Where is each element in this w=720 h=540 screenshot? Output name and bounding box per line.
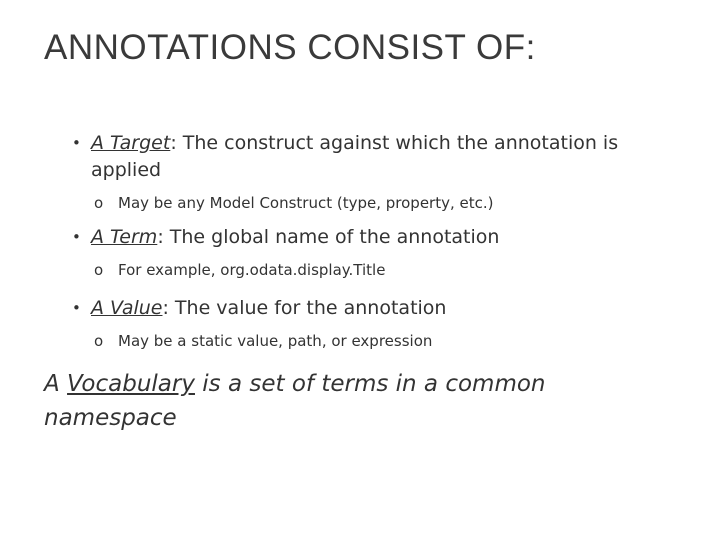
- sub-bullet-target: [72, 193, 672, 213]
- vocabulary-definition: [44, 367, 624, 435]
- term-label: A Target: [91, 132, 171, 154]
- sub-bullet-marker: o: [94, 332, 104, 350]
- bullet-dot: •: [72, 299, 81, 317]
- bullet-dot: •: [72, 228, 81, 246]
- bullet-item-term: [72, 224, 672, 251]
- sub-bullet-text: May be any Model Construct (type, property, etc.): [118, 194, 494, 212]
- bullet-text: : The global name of the annotation: [157, 226, 500, 248]
- vocabulary-prefix: A: [44, 371, 68, 397]
- sub-bullet-term: [72, 260, 672, 280]
- vocabulary-term: Vocabulary: [67, 371, 195, 397]
- sub-bullet-marker: o: [94, 194, 104, 212]
- bullet-text: : The value for the annotation: [162, 297, 447, 319]
- sub-bullet-text: For example, org.odata.display.Title: [118, 261, 386, 279]
- slide-title: ANNOTATIONS CONSIST OF:: [44, 28, 536, 67]
- sub-bullet-text: May be a static value, path, or expression: [118, 332, 433, 350]
- sub-bullet-marker: o: [94, 261, 104, 279]
- bullet-item-target: [72, 130, 672, 184]
- bullet-dot: •: [72, 134, 81, 152]
- bullet-item-value: [72, 295, 672, 322]
- sub-bullet-value: [72, 331, 672, 351]
- vocabulary-text: is a set of terms in a common namespace: [44, 371, 546, 431]
- bullet-text: : The construct against which the annotation is applied: [91, 132, 619, 181]
- bullet-list: [72, 130, 672, 351]
- term-label: A Term: [91, 226, 158, 248]
- term-label: A Value: [91, 297, 163, 319]
